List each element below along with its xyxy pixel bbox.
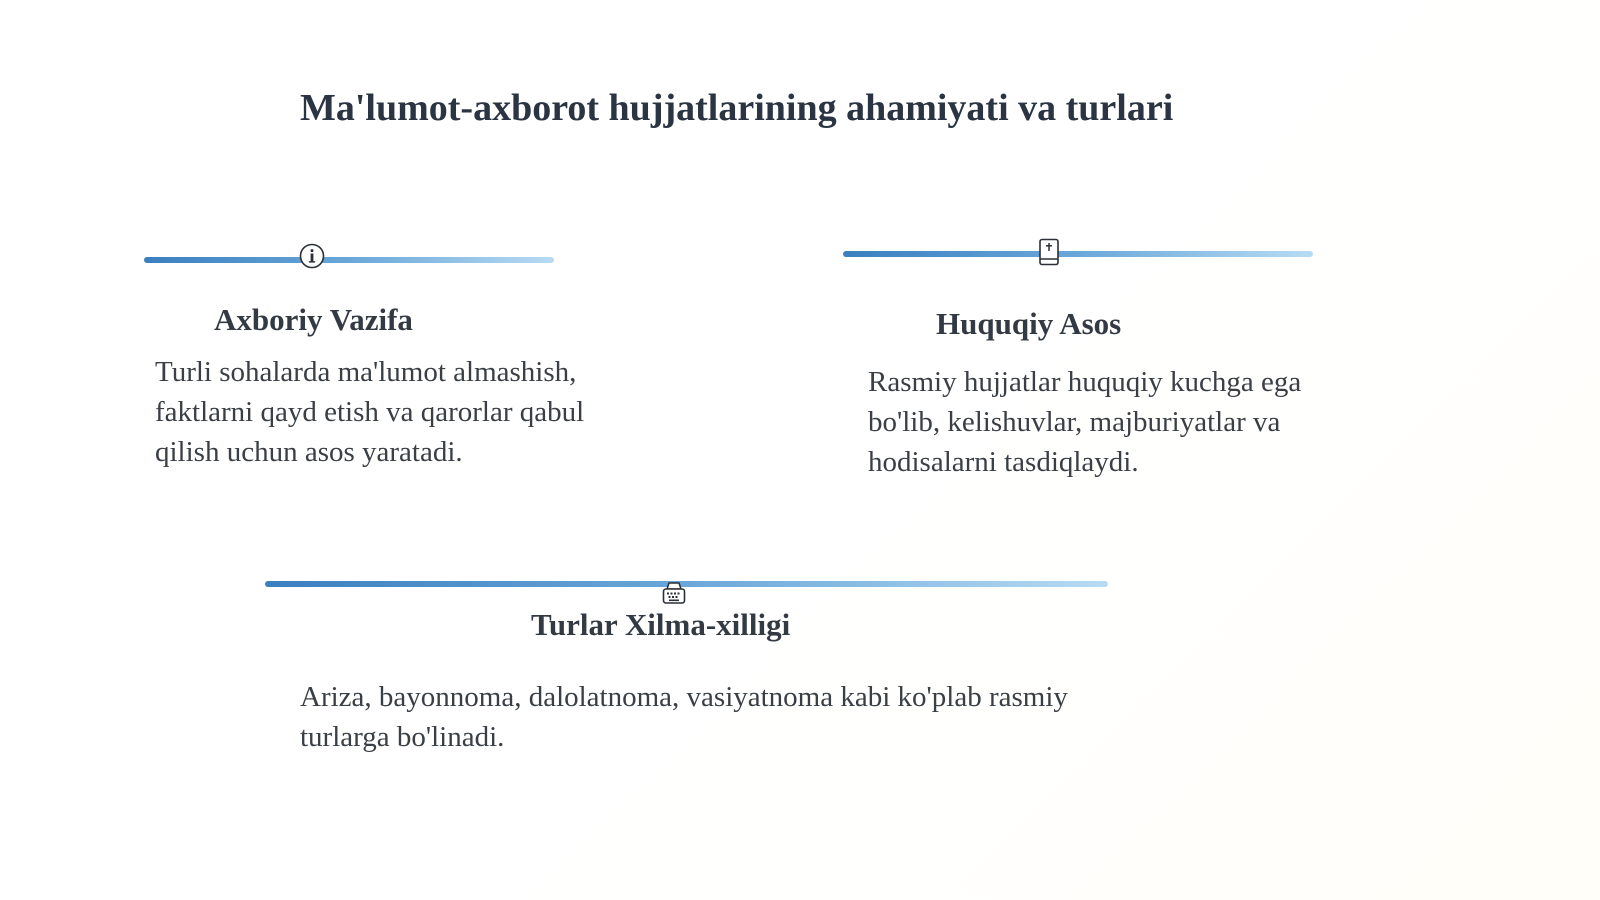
card-divider-bar <box>843 251 1313 257</box>
card-heading: Huquqiy Asos <box>936 306 1122 341</box>
book-icon <box>1035 238 1063 266</box>
info-icon <box>298 242 326 270</box>
card-body: Rasmiy hujjatlar huquqiy kuchga ega bo'lib, kelishuvlar, majburiyatlar va hodisalarni tasdiqlaydi. <box>868 366 1302 478</box>
card-divider-bar <box>144 257 554 263</box>
card-heading: Axboriy Vazifa <box>214 302 413 337</box>
slide-title: Ma'lumot-axborot hujjatlarining ahamiyati va turlari <box>300 87 1174 129</box>
card-body: Ariza, bayonnoma, dalolatnoma, vasiyatnoma kabi ko'plab rasmiy turlarga bo'linadi. <box>300 681 1068 753</box>
typewriter-icon <box>660 579 688 607</box>
card-heading: Turlar Xilma-xilligi <box>531 607 791 642</box>
card-body: Turli sohalarda ma'lumot almashish, faktlarni qayd etish va qarorlar qabul qilish uchun asos yaratadi. <box>155 356 585 468</box>
